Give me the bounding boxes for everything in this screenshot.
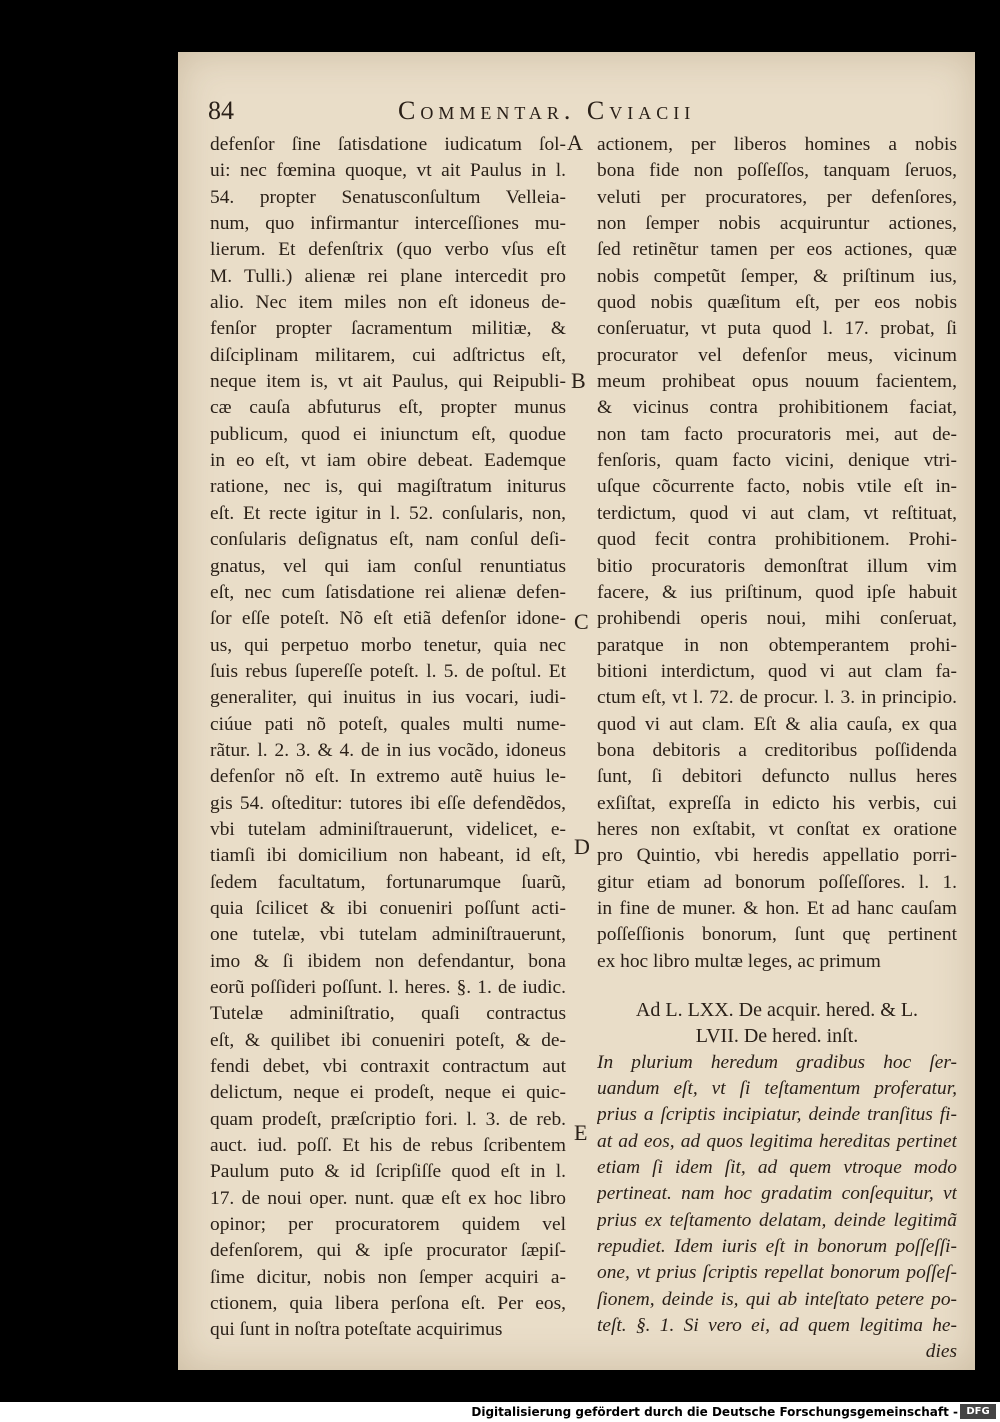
- section-heading-line-2: LVII. De hered. inſt.: [695, 1025, 859, 1048]
- left-text-line: quia ſcilicet & ibi conueniri poſſunt acti-: [210, 897, 566, 919]
- right-text-line: conſeruatur, vt puta quod l. 17. probat, ſi: [597, 318, 957, 340]
- right-text-line: quod fecit contra prohibitionem. Prohi-: [597, 529, 957, 551]
- left-text-line: rãtur. l. 2. 3. & 4. de in ius vocãdo, idoneus: [210, 739, 566, 761]
- italic-text-line: dies: [925, 1341, 957, 1363]
- left-text-line: ratione, nec is, qui magiſtratum initurus: [210, 476, 566, 498]
- right-text-line: ex hoc libro multæ leges, ac primum: [597, 950, 881, 972]
- right-text-line: & vicinus contra prohibitionem faciat,: [597, 397, 957, 419]
- left-text-line: lierum. Et defenſtrix (quo verbo vſus eſt: [210, 239, 566, 261]
- italic-text-line: teſt. §. 1. Si vero ei, ad quem legitima he-: [597, 1315, 957, 1337]
- right-text-line: gitur etiam ad bonorum poſſeſſores. l. 1.: [597, 871, 957, 893]
- italic-text-line: one, vt prius ſcriptis repellat bonorum poſſeſ-: [597, 1262, 957, 1284]
- running-header: [208, 92, 968, 132]
- left-text-line: delictum, neque ei prodeſt, neque ei quic-: [210, 1082, 566, 1104]
- italic-text-line: In plurium heredum gradibus hoc ſer-: [597, 1051, 957, 1073]
- margin-letter-c: C: [574, 609, 589, 634]
- italic-text-line: prius a ſcriptis incipiatur, deinde tranſitus fi-: [597, 1104, 957, 1126]
- left-text-line: M. Tulli.) alienæ rei plane intercedit pro: [210, 265, 566, 287]
- left-text-line: eorũ poſſideri poſſunt. l. heres. §. 1. de iudic.: [210, 977, 566, 998]
- left-text-line: defenſor ſine ſatisdatione iudicatum ſol-: [210, 134, 566, 155]
- left-text-line: eſt. Et recte igitur in l. 52. conſularis, non,: [210, 502, 566, 524]
- left-text-line: generaliter, qui inuitus in ius vocari, iudi-: [210, 687, 566, 709]
- left-text-line: 17. de noui oper. nunt. quæ eſt ex hoc libro: [210, 1187, 566, 1209]
- right-text-line: ſunt, ſi debitori defuncto nullus heres: [597, 766, 957, 788]
- right-text-line: quod nobis quæſitum eſt, per eos nobis: [597, 292, 957, 314]
- left-text-line: fendi debet, vbi contraxit contractum aut: [210, 1056, 566, 1078]
- left-text-line: qui ſunt in noſtra poteſtate acquirimus: [210, 1319, 503, 1341]
- right-text-line: non ſemper nobis acquiruntur actiones,: [597, 213, 957, 235]
- left-text-line: quam prodeſt, præſcriptio fori. l. 3. de reb.: [210, 1108, 566, 1130]
- left-text-line: defenſor nõ eſt. In extremo autẽ huius le-: [210, 766, 566, 788]
- italic-text-line: at ad eos, ad quos legitima hereditas pertinet: [597, 1130, 957, 1152]
- left-text-line: ctionem, quia libera perſona eſt. Per eos,: [210, 1293, 566, 1315]
- left-text-line: gnatus, vel qui iam conſul renuntiatus: [210, 555, 566, 577]
- italic-text-line: uandum eſt, vt ſi teſtamentum proferatur,: [597, 1078, 957, 1100]
- left-column: [210, 132, 566, 1344]
- left-text-line: diſciplinam militarem, cui adſtrictus eſt,: [210, 344, 566, 366]
- left-text-line: ciúue pati nõ poteſt, quales multi nume-: [210, 713, 566, 735]
- right-text-line: poſſeſſionis bonorum, ſunt quę pertinent: [597, 924, 957, 946]
- right-text-line: bitioni interdictum, quod vi aut clam fa-: [597, 660, 957, 682]
- left-text-line: conſularis deſignatus eſt, nam conſul deſi-: [210, 529, 566, 551]
- left-text-line: ui: nec fœmina quoque, vt ait Paulus in l.: [210, 160, 566, 182]
- italic-text-line: etiam ſi idem ſit, ad quem vtroque modo: [597, 1157, 957, 1179]
- right-text-line: uſque cõcurrente facto, nobis vtile eſt in-: [597, 476, 957, 498]
- margin-letter-d: D: [574, 834, 590, 859]
- right-text-line: paratque in non obtemperantem prohi-: [597, 634, 957, 656]
- left-text-line: publicum, quod ei iniunctum eſt, quodue: [210, 423, 566, 445]
- right-text-line: prohibendi operis noui, mihi conſeruat,: [597, 608, 957, 630]
- right-text-line: fenſoris, quam facto vicini, denique vtri-: [597, 450, 957, 472]
- page-number: 84: [208, 96, 234, 125]
- right-text-line: bona debitoris a creditoribus poſſidenda: [597, 739, 957, 761]
- right-column: [597, 132, 957, 1366]
- section-heading-line-1: Ad L. LXX. De acquir. hered. & L.: [635, 999, 919, 1021]
- left-text-line: alio. Nec item miles non eſt idoneus de-: [210, 292, 566, 314]
- right-text-line: veluti per procuratores, per defenſores,: [597, 186, 957, 208]
- left-text-line: in eo eſt, vt iam obire debeat. Eademque: [210, 450, 566, 472]
- dfg-logo: DFG: [960, 1404, 996, 1419]
- left-text-line: ſime dicitur, nobis non ſemper acquiri a-: [210, 1266, 566, 1288]
- funding-notice: Digitalisierung gefördert durch die Deutsche Forschungsgemeinschaft -: [471, 1405, 958, 1419]
- left-text-line: imo & ſi ibidem non defendantur, bona: [210, 950, 566, 972]
- left-text-line: tiamſi ibi domicilium non habeant, id eſt,: [210, 845, 566, 867]
- right-text-line: procurator vel defenſor meus, vicinum: [597, 344, 957, 366]
- italic-text-line: pertineat. nam hoc gradatim conſequitur, vt: [597, 1183, 957, 1205]
- left-text-line: eſt, & quilibet ibi conueniri poteſt, & de-: [210, 1029, 566, 1051]
- right-text-line: quod vi aut clam. Eſt & alia cauſa, ex qua: [597, 713, 957, 735]
- right-text-line: ctum eſt, vt l. 72. de procur. l. 3. in principio.: [597, 687, 957, 709]
- right-column-body: [597, 132, 957, 975]
- footer-bar: [0, 1402, 1000, 1422]
- left-text-line: gis 54. oſteditur: tutores ibi eſſe defendẽdos,: [210, 792, 566, 814]
- italic-text-line: prius ex teſtamento delatam, deinde legitimã: [597, 1209, 957, 1231]
- running-title: Commentar. Cviacii: [398, 96, 696, 125]
- right-text-line: heres non exſtabit, vt conſtat ex oratione: [597, 818, 957, 840]
- right-text-line: nobis competũt ſemper, & priſtinum ius,: [597, 265, 957, 287]
- right-column-italic: [597, 1050, 957, 1366]
- left-text-line: ſuis rebus ſupereſſe poteſt. l. 5. de poſtul. Et: [210, 660, 566, 682]
- right-text-line: actionem, per liberos homines a nobis: [597, 134, 957, 155]
- left-text-line: cæ cauſa abfuturus eſt, propter munus: [210, 397, 566, 419]
- left-text-line: eſt, nec cum ſatisdatione rei alienæ defen-: [210, 581, 566, 603]
- left-text-line: auct. iud. poſſ. Et his de rebus ſcribentem: [210, 1135, 566, 1157]
- left-text-line: fenſor propter ſacramentum militiæ, &: [210, 318, 566, 340]
- right-text-line: ſed retinẽtur tamen per eos actiones, quæ: [597, 239, 957, 261]
- italic-text-line: ſionem, deinde is, qui ab inteſtato petere po-: [597, 1288, 957, 1310]
- left-text-line: one tutelæ, vbi tutelam adminiſtrauerunt,: [210, 924, 566, 946]
- left-text-line: Tutelæ adminiſtratio, quaſi contractus: [210, 1003, 566, 1025]
- italic-text-line: repudiet. Idem iuris eſt in bonorum poſſeſſi-: [597, 1236, 957, 1258]
- left-text-line: num, quo infirmantur interceſſiones mu-: [210, 213, 566, 235]
- left-text-line: us, qui perpetuo morbo tenetur, quia nec: [210, 634, 566, 656]
- right-text-line: facere, & ius priſtinum, quod ipſe habuit: [597, 581, 957, 603]
- left-text-line: Paulum puto & id ſcripſiſſe quod eſt in l.: [210, 1161, 566, 1183]
- right-text-line: non tam facto procuratoris mei, aut de-: [597, 423, 957, 445]
- left-text-line: ſedem facultatum, fortunarumque ſuarũ,: [210, 871, 566, 893]
- margin-letter-b: B: [571, 368, 586, 393]
- left-text-line: neque item is, vt ait Paulus, qui Reipubli-: [210, 371, 566, 393]
- right-text-line: in fine de muner. & hon. Et ad hanc cauſam: [597, 897, 957, 919]
- right-text-line: meum prohibeat opus nouum facientem,: [597, 371, 957, 393]
- left-text-line: 54. propter Senatusconſultum Velleia-: [210, 186, 566, 208]
- book-page: [178, 52, 975, 1370]
- left-text-line: defenſorem, qui & ipſe procurator ſæpiſ-: [210, 1240, 566, 1262]
- margin-letter-a: A: [567, 130, 583, 155]
- margin-letter-e: E: [574, 1120, 588, 1145]
- right-text-line: pro Quintio, vbi heredis appellatio porri-: [597, 845, 957, 867]
- right-text-line: terdictum, quod vi aut clam, vt reſtituat,: [597, 502, 957, 524]
- right-text-line: exſiſtat, expreſſa in edicto his verbis, cui: [597, 792, 957, 814]
- left-text-line: vbi tutelam adminiſtrauerunt, videlicet, e-: [210, 818, 566, 840]
- right-text-line: bitio procuratoris demonſtrat illum vim: [597, 555, 957, 577]
- right-text-line: bona fide non poſſeſſos, tanquam ſeruos,: [597, 160, 957, 182]
- left-text-line: opinor; per procuratorem quidem vel: [210, 1214, 566, 1236]
- left-text-line: ſor eſſe poteſt. Nõ eſt etiã defenſor idone-: [210, 608, 566, 630]
